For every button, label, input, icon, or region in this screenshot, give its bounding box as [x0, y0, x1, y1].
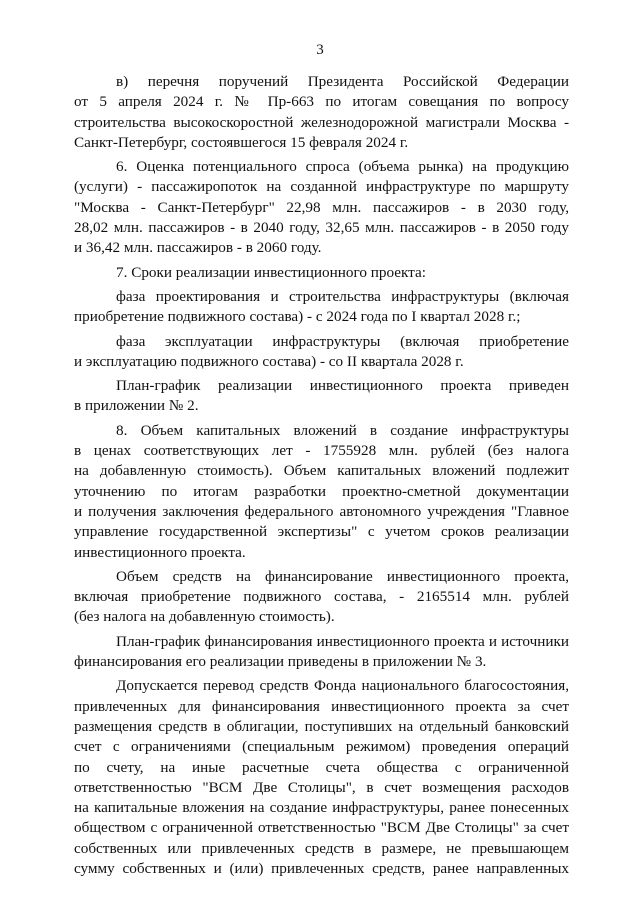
text-line: фаза проектирования и строительства инфраструктуры (включая: [116, 287, 569, 305]
text-line: и получения заключения федерального автономного учреждения "Главное: [74, 502, 569, 520]
text-line: фаза эксплуатации инфраструктуры (включая приобретение: [116, 332, 569, 350]
text-line: по счету, на иные расчетные счета общества с ограниченной: [74, 758, 569, 776]
paragraph-financing-schedule: [74, 632, 569, 673]
paragraph-instruction-list-v: [74, 72, 569, 153]
text-line: размещения средств в облигации, поступивших на отдельный банковский: [74, 717, 569, 735]
text-line: в приложении № 2.: [74, 397, 199, 415]
text-line: обществом с ограниченной ответственностью "ВСМ Две Столицы" за счет: [74, 819, 569, 837]
text-line: сумму собственных и (или) привлеченных средств, ранее направленных: [74, 859, 569, 877]
text-line: (услуги) - пассажиропоток на созданной инфраструктуре по маршруту: [74, 178, 569, 196]
text-line: "Москва - Санкт-Петербург" 22,98 млн. пассажиров - в 2030 году,: [74, 198, 569, 216]
page-number: 3: [316, 42, 324, 58]
text-line: Объем средств на финансирование инвестиционного проекта,: [116, 567, 569, 585]
paragraph-schedule-reference: [74, 376, 569, 417]
text-line: и эксплуатацию подвижного состава) - со II квартала 2028 г.: [74, 352, 464, 370]
text-line: уточнению по итогам разработки проектно-сметной документации: [74, 482, 569, 500]
paragraph-fund-transfer: [74, 676, 569, 879]
paragraph-demand-assessment: [74, 157, 569, 258]
text-line: на капитальные вложения на создание инфраструктуры, ранее понесенных: [74, 799, 569, 817]
text-line: от 5 апреля 2024 г. № Пр-663 по итогам совещания по вопросу: [74, 93, 569, 111]
text-line: Допускается перевод средств Фонда национального благосостояния,: [116, 677, 569, 695]
text-line: на добавленную стоимость). Объем капитальных вложений подлежит: [74, 462, 569, 480]
text-line: включая приобретение подвижного состава, - 2165514 млн. рублей: [74, 588, 569, 606]
text-line: План-график финансирования инвестиционного проекта и источники: [116, 632, 569, 650]
paragraph-capital-investment: [74, 421, 569, 563]
text-line: привлеченных для финансирования инвестиционного проекта за счет: [74, 697, 569, 715]
text-line: управление государственной экспертизы" с учетом сроков реализации: [74, 523, 569, 541]
text-line: 8. Объем капитальных вложений в создание инфраструктуры: [116, 421, 569, 439]
text-line: инвестиционного проекта.: [74, 543, 246, 561]
text-line: 28,02 млн. пассажиров - в 2040 году, 32,65 млн. пассажиров - в 2050 году: [74, 219, 569, 237]
text-line: Санкт-Петербург, состоявшегося 15 февраля 2024 г.: [74, 133, 409, 151]
paragraph-financing-volume: [74, 567, 569, 628]
text-line: 7. Сроки реализации инвестиционного проекта:: [116, 263, 426, 281]
text-line: План-график реализации инвестиционного проекта приведен: [116, 377, 569, 395]
text-line: финансирования его реализации приведены в приложении № 3.: [74, 653, 487, 671]
text-line: собственных или привлеченных средств в размере, не превышающем: [74, 839, 569, 857]
paragraph-implementation-terms: [74, 263, 569, 283]
text-line: (без налога на добавленную стоимость).: [74, 608, 335, 626]
text-line: счет с ограничениями (специальным режимом) проведения операций: [74, 738, 569, 756]
text-line: в ценах соответствующих лет - 1755928 млн. рублей (без налога: [74, 442, 569, 460]
paragraph-operation-phase: [74, 332, 569, 373]
text-line: строительства высокоскоростной железнодорожной магистрали Москва -: [74, 113, 569, 131]
text-line: в) перечня поручений Президента Российской Федерации: [116, 73, 569, 90]
text-line: 6. Оценка потенциального спроса (объема рынка) на продукцию: [116, 158, 569, 176]
text-line: приобретение подвижного состава) - с 2024 года по I квартал 2028 г.;: [74, 308, 521, 326]
text-line: ответственностью "ВСМ Две Столицы", в счет возмещения расходов: [74, 778, 569, 796]
document-body: [74, 72, 569, 879]
paragraph-design-phase: [74, 287, 569, 328]
text-line: и 36,42 млн. пассажиров - в 2060 году.: [74, 239, 322, 257]
